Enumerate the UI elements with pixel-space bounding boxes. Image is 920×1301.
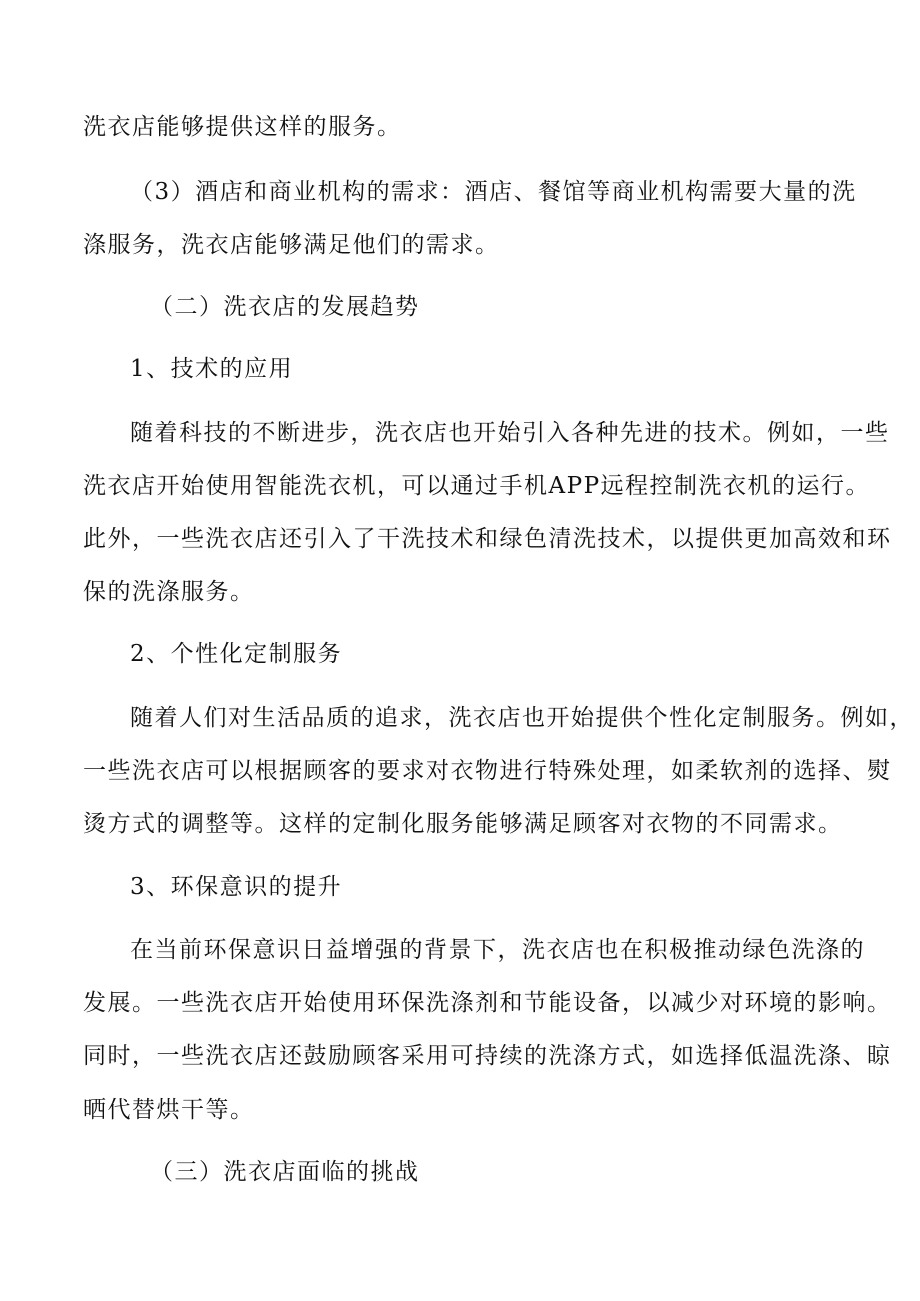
paragraph-line: 此外，一些洗衣店还引入了干洗技术和绿色清洗技术，以提供更加高效和环 xyxy=(83,526,892,552)
paragraph-line: 烫方式的调整等。这样的定制化服务能够满足顾客对衣物的不同需求。 xyxy=(83,811,843,837)
subsection-heading: 1、技术的应用 xyxy=(130,356,294,382)
subsection-heading: 2、个性化定制服务 xyxy=(130,641,343,667)
paragraph-line: 同时，一些洗衣店还鼓励顾客采用可持续的洗涤方式，如选择低温洗涤、晾 xyxy=(83,1043,892,1069)
paragraph-line: （3）酒店和商业机构的需求：酒店、餐馆等商业机构需要大量的洗 xyxy=(130,179,857,205)
paragraph-line: 在当前环保意识日益增强的背景下，洗衣店也在积极推动绿色洗涤的 xyxy=(130,937,865,963)
paragraph-line: 发展。一些洗衣店开始使用环保洗涤剂和节能设备，以减少对环境的影响。 xyxy=(83,990,892,1016)
paragraph-line: 保的洗涤服务。 xyxy=(83,579,255,605)
subsection-heading: 3、环保意识的提升 xyxy=(130,874,343,900)
paragraph-line: 随着人们对生活品质的追求，洗衣店也开始提供个性化定制服务。例如， xyxy=(130,705,914,731)
paragraph-line: 涤服务，洗衣店能够满足他们的需求。 xyxy=(83,232,500,258)
paragraph-line: 晒代替烘干等。 xyxy=(83,1097,255,1123)
paragraph-line: 随着科技的不断进步，洗衣店也开始引入各种先进的技术。例如，一些 xyxy=(130,420,890,446)
section-heading: （二）洗衣店的发展趋势 xyxy=(150,294,420,320)
paragraph-line: 洗衣店开始使用智能洗衣机，可以通过手机APP远程控制洗衣机的运行。 xyxy=(83,473,871,499)
paragraph-line: 一些洗衣店可以根据顾客的要求对衣物进行特殊处理，如柔软剂的选择、熨 xyxy=(83,758,892,784)
section-heading: （三）洗衣店面临的挑战 xyxy=(150,1159,420,1185)
paragraph-line: 洗衣店能够提供这样的服务。 xyxy=(83,114,402,140)
